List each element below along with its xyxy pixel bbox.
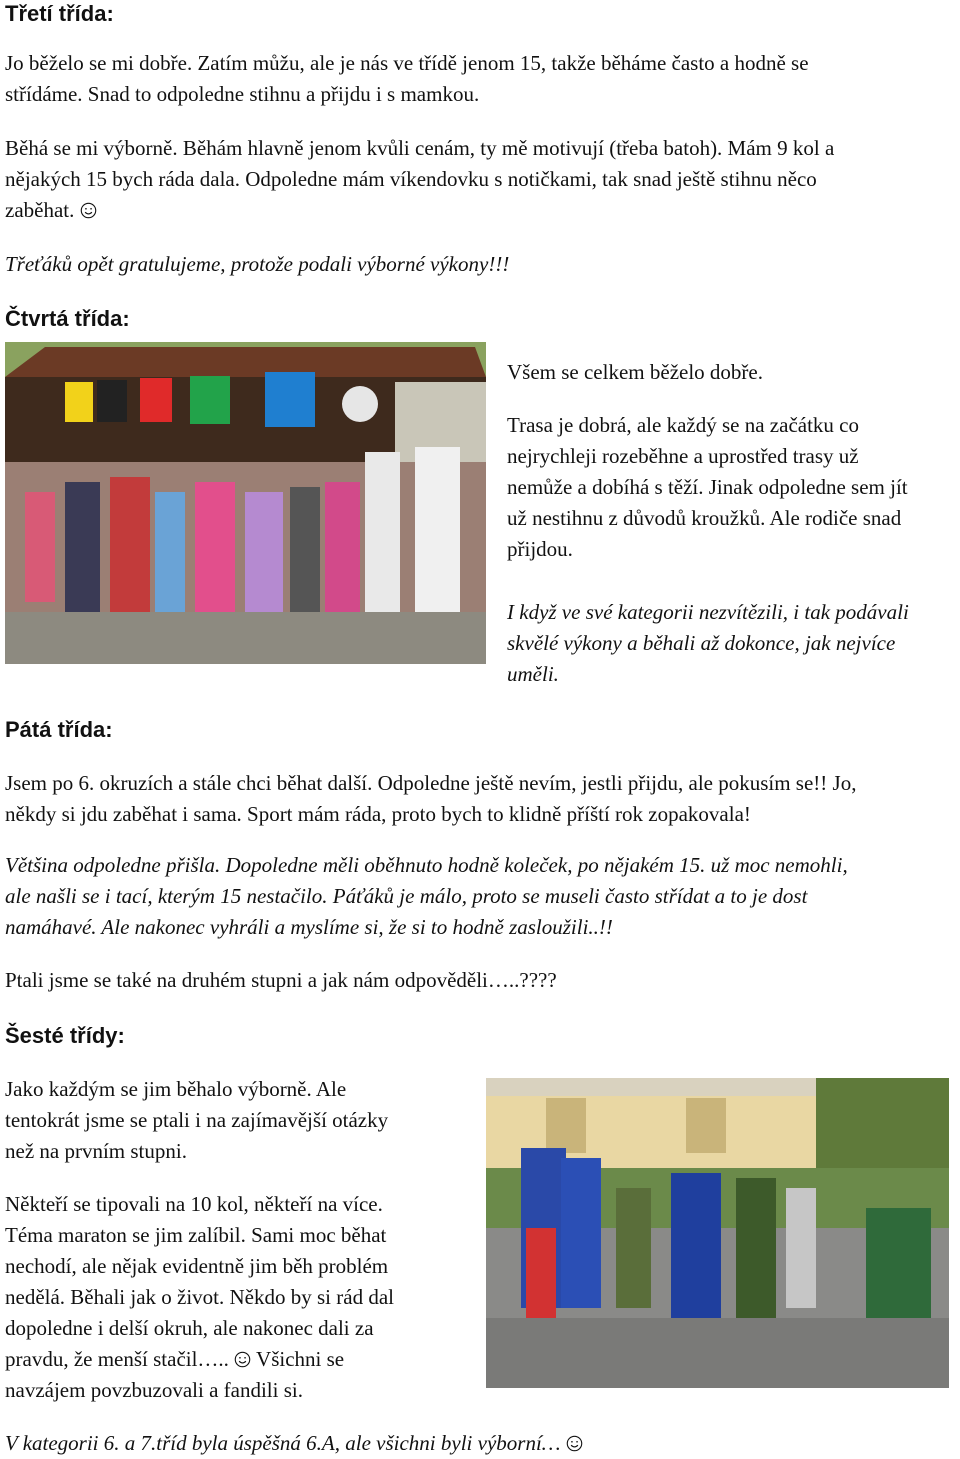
paragraph-fifth-class-1: Jsem po 6. okruzích a stále chci běhat další. Odpoledne ještě nevím, jestli přijdu, ale pokusím se!! Jo, někdy si jdu zaběhat i sama. Sport mám ráda, proto bych to klidně příští rok zopakovala! bbox=[5, 771, 857, 826]
smiley-icon bbox=[234, 1351, 251, 1368]
paragraph-third-class-2: Běhá se mi výborně. Běhám hlavně jenom kvůli cenám, ty mě motivují (třeba batoh). Mám 9 kol a nějakých 15 bych ráda dala. Odpoledne mám víkendovku s notičkami, tak snad ještě stihnu něco zaběhat. bbox=[5, 136, 835, 222]
heading-fourth-class: Čtvrtá třída: bbox=[5, 306, 130, 331]
paragraph-sixth-class-1: Jako každým se jim běhalo výborně. Ale tentokrát jsme se ptali i na zajímavější otázky než na prvním stupni. bbox=[5, 1077, 389, 1163]
paragraph-fifth-class-3: Ptali jsme se také na druhém stupni a jak nám odpověděli…..???? bbox=[5, 968, 557, 992]
smiley-icon bbox=[566, 1435, 583, 1452]
paragraph-fourth-class-1: Všem se celkem běželo dobře. bbox=[507, 360, 763, 384]
photo-fourth-class-group bbox=[5, 342, 486, 664]
paragraph-third-class-3: Třeťáků opět gratulujeme, protože podali výborné výkony!!! bbox=[5, 252, 510, 276]
smiley-icon bbox=[80, 202, 97, 219]
heading-fifth-class: Pátá třída: bbox=[5, 717, 113, 742]
heading-third-class: Třetí třída: bbox=[5, 1, 114, 26]
photo-sixth-class-runners bbox=[486, 1078, 949, 1388]
paragraph-fifth-class-2: Většina odpoledne přišla. Dopoledne měli oběhnuto hodně koleček, po nějakém 15. už moc nemohli, ale našli se i tací, kterým 15 nestačilo. Páťáků je málo, proto se museli často střídat a to je dost namáhavé. Ale nakonec vyhráli a myslíme si, že si to hodně zasloužili..!! bbox=[5, 853, 848, 939]
paragraph-fourth-class-3: I když ve své kategorii nezvítězili, i tak podávali skvělé výkony a běhali až dokonce, jak nejvíce uměli. bbox=[507, 600, 909, 686]
heading-sixth-class: Šesté třídy: bbox=[5, 1023, 125, 1048]
paragraph-fourth-class-2: Trasa je dobrá, ale každý se na začátku co nejrychleji rozeběhne a uprostřed trasy už nemůže a dobíhá s těží. Jinak odpoledne sem jít už nestihnu z důvodů kroužků. Ale rodiče snad přijdou. bbox=[507, 413, 908, 561]
paragraph-sixth-class-2: Někteří se tipovali na 10 kol, někteří na více. Téma maraton se jim zalíbil. Sami moc běhat nechodí, ale nějak evidentně jim běh problém nedělá. Běhali jak o život. Někdo by si rád dal dopoledne i delší okruh, ale nakonec dali za pravdu, že menší stačil….. Všichni se navzájem povzbuzovali a fandili si. bbox=[5, 1192, 394, 1402]
paragraph-third-class-1: Jo běželo se mi dobře. Zatím můžu, ale je nás ve třídě jenom 15, takže běháme často a hodně se střídáme. Snad to odpoledne stihnu a přijdu i s mamkou. bbox=[5, 51, 809, 106]
footer-note: V kategorii 6. a 7.tříd byla úspěšná 6.A, ale všichni byli výborní… bbox=[5, 1428, 583, 1459]
